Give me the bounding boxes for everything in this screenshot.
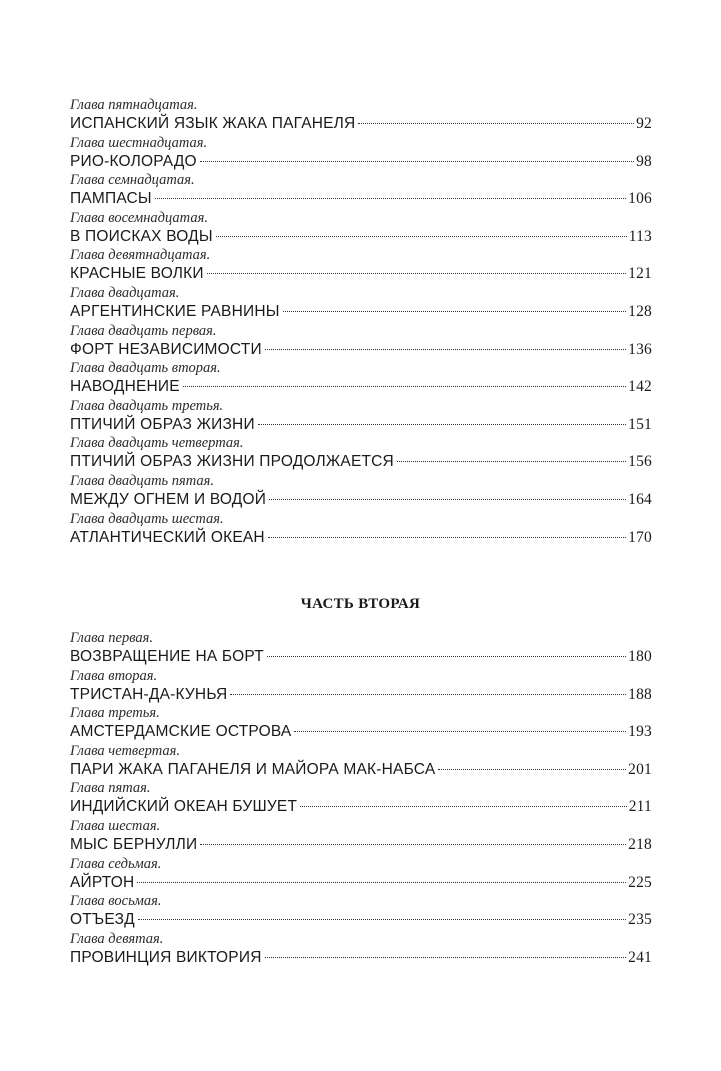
toc-entry[interactable]	[70, 300, 652, 324]
page-number: 106	[628, 190, 652, 208]
chapter-label: Глава вторая.	[70, 667, 158, 684]
toc-entry[interactable]	[70, 833, 652, 857]
dot-leader	[183, 386, 626, 387]
toc-entry[interactable]	[70, 338, 652, 362]
page-number: 142	[628, 378, 652, 396]
page-number: 92	[636, 115, 652, 132]
page-number: 113	[628, 227, 652, 245]
toc-entry[interactable]	[70, 375, 652, 399]
toc-entry[interactable]	[70, 645, 652, 669]
page-number: 225	[628, 873, 652, 891]
chapter-title: ПАРИ ЖАКА ПАГАНЕЛЯ И МАЙОРА МАК-НАБСА	[70, 760, 436, 778]
dot-leader	[137, 882, 626, 883]
dot-leader	[216, 236, 627, 237]
toc-entry[interactable]	[70, 795, 652, 819]
dot-leader	[138, 919, 626, 920]
chapter-label: Глава третья.	[70, 705, 160, 722]
page-number: 128	[628, 302, 652, 320]
toc-entry[interactable]	[70, 450, 652, 474]
chapter-label: Глава двадцать шестая.	[70, 510, 224, 527]
chapter-label: Глава двадцать четвертая.	[70, 435, 244, 452]
chapter-title: ТРИСТАН-ДА-КУНЬЯ	[70, 685, 228, 703]
chapter-title: ИСПАНСКИЙ ЯЗЫК ЖАКА ПАГАНЕЛЯ	[70, 115, 356, 132]
chapter-title: ПРОВИНЦИЯ ВИКТОРИЯ	[70, 948, 262, 966]
chapter-title: АМСТЕРДАМСКИЕ ОСТРОВА	[70, 723, 292, 741]
toc-entry[interactable]	[70, 683, 652, 707]
chapter-title: ОТЪЕЗД	[70, 911, 135, 929]
chapter-label: Глава пятнадцатая.	[70, 97, 198, 113]
dot-leader	[269, 499, 626, 500]
page-number: 211	[628, 798, 652, 816]
chapter-title: НАВОДНЕНИЕ	[70, 378, 180, 396]
page-number: 98	[636, 152, 652, 170]
dot-leader	[438, 769, 626, 770]
part-two-heading: ЧАСТЬ ВТОРАЯ	[300, 596, 421, 612]
toc-part-one	[70, 98, 652, 549]
dot-leader	[267, 656, 626, 657]
page-number: 136	[628, 340, 652, 358]
chapter-title: МЫС БЕРНУЛЛИ	[70, 835, 198, 853]
toc-entry[interactable]	[70, 871, 652, 895]
chapter-title: РИО-КОЛОРАДО	[70, 152, 197, 170]
toc-entry[interactable]	[70, 262, 652, 286]
page-number: 201	[628, 760, 652, 778]
toc-entry[interactable]	[70, 225, 652, 249]
chapter-title: ВОЗВРАЩЕНИЕ НА БОРТ	[70, 648, 264, 665]
toc-entry[interactable]	[70, 526, 652, 550]
chapter-title: АТЛАНТИЧЕСКИЙ ОКЕАН	[70, 528, 265, 546]
chapter-label: Глава шестнадцатая.	[70, 134, 208, 151]
chapter-title: АРГЕНТИНСКИЕ РАВНИНЫ	[70, 302, 280, 320]
chapter-title: ПТИЧИЙ ОБРАЗ ЖИЗНИ	[70, 415, 255, 433]
toc-entry[interactable]	[70, 946, 652, 970]
page-number: 218	[628, 835, 652, 853]
page-number: 121	[628, 265, 652, 283]
toc-entry[interactable]	[70, 187, 652, 211]
chapter-title: КРАСНЫЕ ВОЛКИ	[70, 265, 204, 283]
toc-entry[interactable]	[70, 112, 652, 136]
chapter-label: Глава пятая.	[70, 780, 151, 797]
chapter-label: Глава шестая.	[70, 817, 161, 834]
dot-leader	[265, 349, 626, 350]
page-number: 188	[628, 685, 652, 703]
chapter-title: МЕЖДУ ОГНЕМ И ВОДОЙ	[70, 490, 267, 508]
chapter-label: Глава восьмая.	[70, 893, 162, 910]
chapter-label: Глава двадцатая.	[70, 284, 180, 301]
dot-leader	[300, 806, 627, 807]
chapter-title: В ПОИСКАХ ВОДЫ	[70, 227, 213, 245]
chapter-label: Глава двадцать третья.	[70, 397, 224, 414]
dot-leader	[265, 957, 627, 958]
toc-entry[interactable]	[70, 150, 652, 174]
chapter-label: Глава восемнадцатая.	[70, 209, 208, 226]
chapter-label: Глава двадцать вторая.	[70, 360, 221, 377]
toc-part-two	[70, 631, 652, 969]
chapter-title: АЙРТОН	[70, 873, 135, 891]
chapter-title: ПТИЧИЙ ОБРАЗ ЖИЗНИ ПРОДОЛЖАЕТСЯ	[70, 453, 394, 471]
dot-leader	[294, 731, 626, 732]
page-number: 241	[628, 948, 652, 966]
chapter-label: Глава девятнадцатая.	[70, 247, 211, 264]
toc-entry[interactable]	[70, 720, 652, 744]
page-number: 193	[628, 723, 652, 741]
toc-entry[interactable]	[70, 758, 652, 782]
chapter-label: Глава седьмая.	[70, 855, 162, 872]
chapter-title: ИНДИЙСКИЙ ОКЕАН БУШУЕТ	[70, 798, 298, 816]
chapter-label: Глава двадцать пятая.	[70, 472, 215, 489]
dot-leader	[268, 537, 626, 538]
page-number: 151	[628, 415, 652, 433]
chapter-label: Глава первая.	[70, 630, 154, 646]
chapter-label: Глава четвертая.	[70, 742, 180, 759]
chapter-label: Глава двадцать первая.	[70, 322, 217, 339]
chapter-title: ФОРТ НЕЗАВИСИМОСТИ	[70, 340, 262, 358]
toc-entry[interactable]	[70, 413, 652, 437]
chapter-label: Глава девятая.	[70, 930, 164, 947]
dot-leader	[230, 694, 626, 695]
page-number: 164	[628, 490, 652, 508]
page-number: 170	[628, 528, 652, 546]
dot-leader	[397, 461, 626, 462]
dot-leader	[207, 273, 626, 274]
dot-leader	[200, 161, 634, 162]
chapter-label: Глава семнадцатая.	[70, 172, 195, 189]
dot-leader	[200, 844, 626, 845]
chapter-title: ПАМПАСЫ	[70, 190, 152, 208]
toc-entry[interactable]	[70, 908, 652, 932]
page-number: 156	[628, 453, 652, 471]
toc-entry[interactable]	[70, 488, 652, 512]
dot-leader	[155, 198, 626, 199]
dot-leader	[358, 123, 634, 124]
dot-leader	[283, 311, 627, 312]
dot-leader	[258, 424, 626, 425]
page-number: 180	[628, 648, 652, 665]
page-number: 235	[628, 911, 652, 929]
